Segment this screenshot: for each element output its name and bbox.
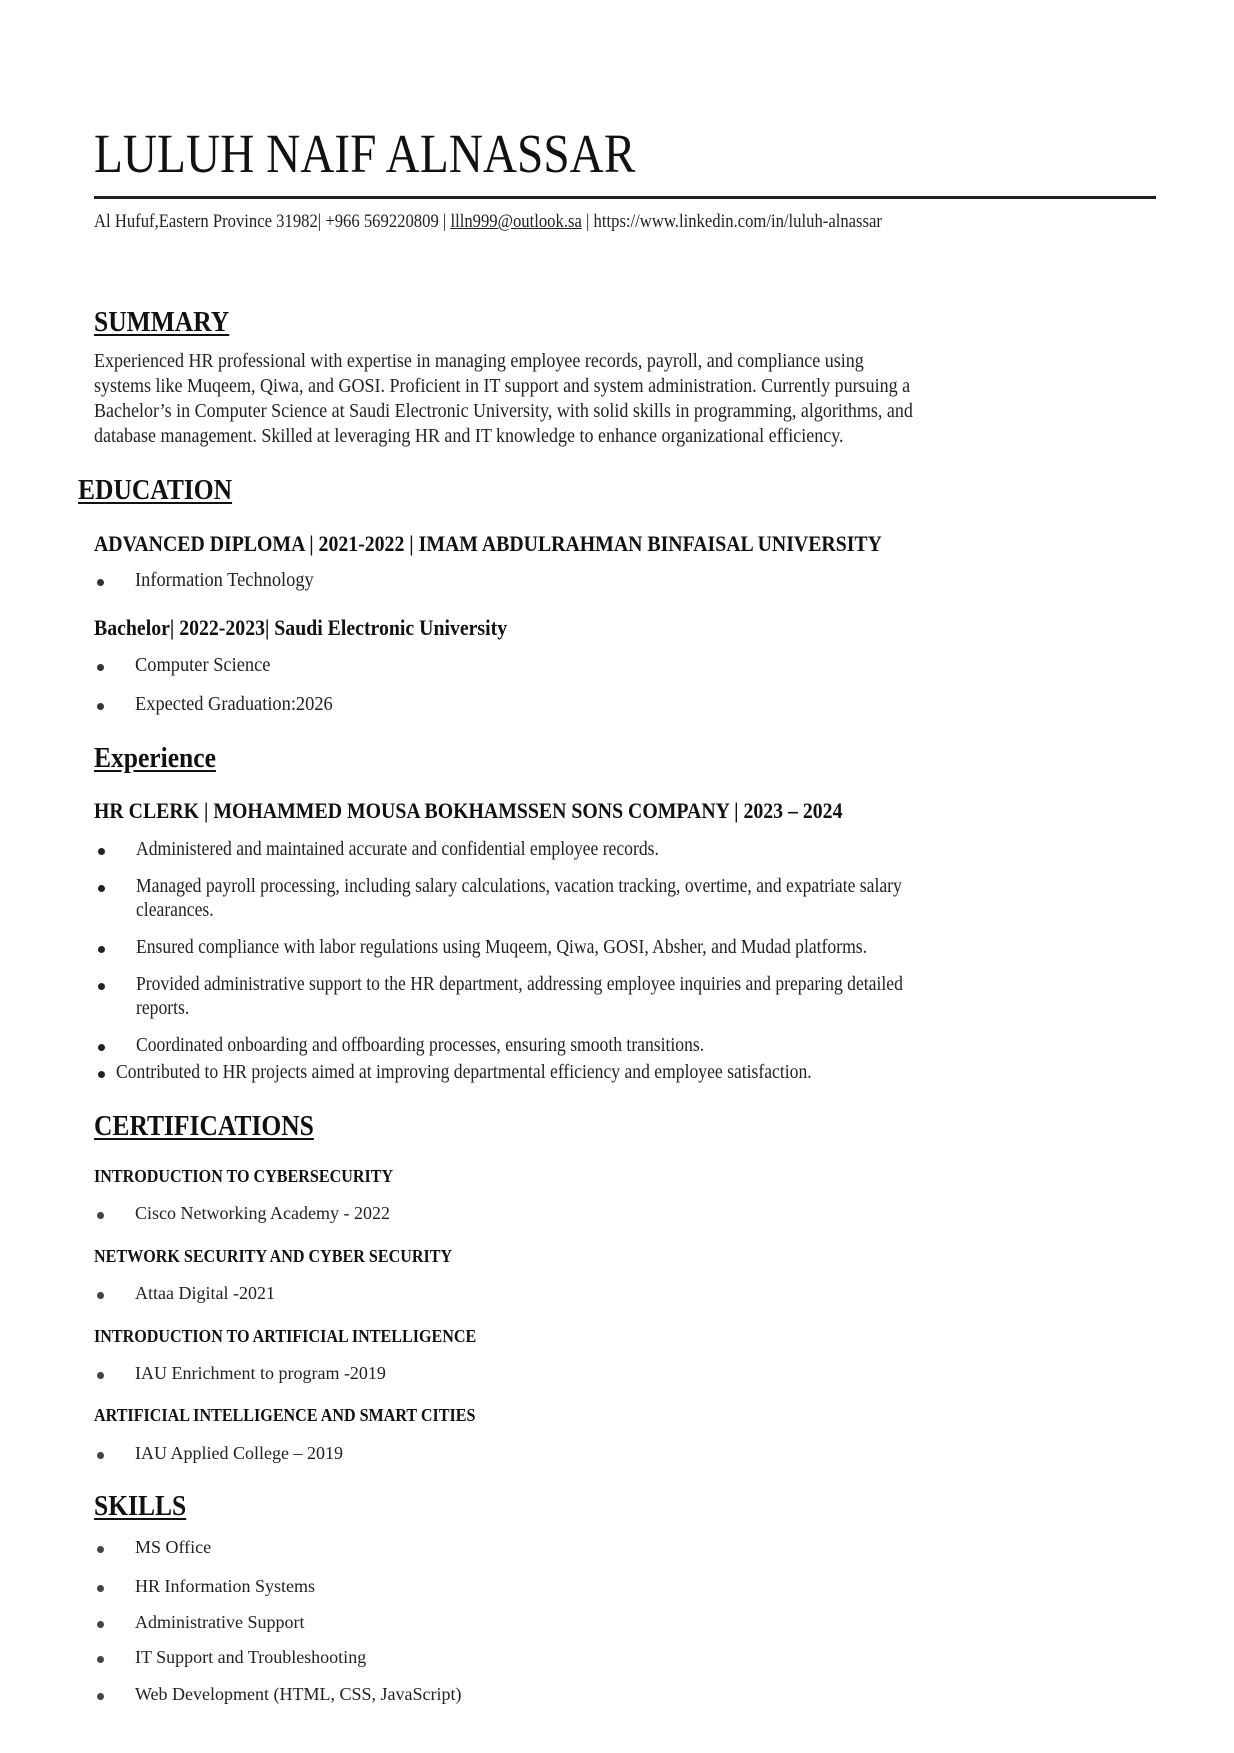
bullet-icon <box>98 1044 105 1051</box>
job-title: HR CLERK | MOHAMMED MOUSA BOKHAMSSEN SONS COMPANY | 2023 – 2024 <box>94 798 843 823</box>
bullet-icon <box>97 1292 104 1299</box>
header-divider <box>94 196 1156 199</box>
summary-line: database management. Skilled at leveraging HR and IT knowledge to enhance organizational efficiency. <box>94 425 844 447</box>
education-entry-title: Bachelor| 2022-2023| Saudi Electronic University <box>94 615 508 640</box>
bullet-icon <box>98 1071 105 1078</box>
bullet-icon <box>97 1372 104 1379</box>
bullet-icon <box>98 885 105 892</box>
education-entry-title: ADVANCED DIPLOMA | 2021-2022 | IMAM ABDULRAHMAN BINFAISAL UNIVERSITY <box>94 531 882 556</box>
bullet-icon <box>98 946 105 953</box>
bullet-icon <box>97 1452 104 1459</box>
bullet-icon <box>97 1546 104 1553</box>
education-heading: EDUCATION <box>78 474 233 506</box>
contact-phone: +966 569220809 <box>325 212 439 232</box>
bullet-icon <box>97 664 104 671</box>
summary-line: systems like Muqeem, Qiwa, and GOSI. Proficient in IT support and system administration. Currently pursuing a <box>94 375 911 397</box>
contact-separator: | <box>581 212 594 232</box>
certification-title: INTRODUCTION TO CYBERSECURITY <box>94 1166 394 1186</box>
bullet-icon <box>97 1693 104 1700</box>
certification-title: ARTIFICIAL INTELLIGENCE AND SMART CITIES <box>94 1405 476 1425</box>
experience-heading: Experience <box>94 742 216 774</box>
bullet-icon <box>97 1212 104 1219</box>
bullet-icon <box>97 1656 104 1663</box>
bullet-icon <box>97 579 104 586</box>
bullet-icon <box>97 1621 104 1628</box>
resume-page: LULUH NAIF ALNASSAR Al Hufuf,Eastern Province 31982| +966 569220809 | llln999@outlook.sa | https://www.linkedin.com/in/luluh-alnassar SUMMARY Experienced HR professional with expertise in managing employee records, payroll, and compliance using systems like Muqeem, Qiwa, and GOSI. Proficient in IT support and system administration. Currently pursuing a Bachelor’s in Computer Science at Saudi Electronic University, with solid skills in programming, algorithms, and database management. Skilled at leveraging HR and IT knowledge to enhance organizational efficiency. EDUCATION ADVANCED DIPLOMA | 2021-2022 | IMAM ABDULRAHMAN BINFAISAL UNIVERSITY Information Technology Bachelor| 2022-2023| Saudi Electronic University Computer Science Expected Graduation:2026 Experience HR CLERK | MOHAMMED MOUSA BOKHAMSSEN SONS COMPANY | 2023 – 2024 Administered and maintained accurate and confidential employee records. Managed payroll processing, including salary calculations, vacation tracking, overtime, and expatriate salary clearances. Ensured compliance with labor regulations using Muqeem, Qiwa, GOSI, Absher, and Mudad platforms. Provided administrative support to the HR department, addressing employee inquiries and preparing detailed reports. Coordinated onboarding and offboarding processes, ensuring smooth transitions. Contributed to HR projects aimed at improving departmental efficiency and employee satisfaction. CERTIFICATIONS INTRODUCTION TO CYBERSECURITY Cisco Networking Academy - 2022 NETWORK SECURITY AND CYBER SECURITY Attaa Digital -2021 INTRODUCTION TO ARTIFICIAL INTELLIGENCE IAU Enrichment to program -2019 ARTIFICIAL INTELLIGENCE AND SMART CITIES IAU Applied College – 2019 SKILLS MS Office HR Information Systems Administrative Support IT Support and Troubleshooting Web Development (HTML, CSS, JavaScript) <box>0 0 1234 1753</box>
bullet-icon <box>97 1585 104 1592</box>
contact-separator: | <box>438 212 451 232</box>
bullet-icon <box>97 703 104 710</box>
contact-address: Al Hufuf,Eastern Province 31982 <box>94 212 318 232</box>
contact-email-link[interactable]: llln999@outlook.sa <box>450 212 582 232</box>
contact-separator: | <box>317 212 326 232</box>
bullet-icon <box>98 848 105 855</box>
certification-title: NETWORK SECURITY AND CYBER SECURITY <box>94 1246 453 1266</box>
contact-linkedin-link[interactable]: https://www.linkedin.com/in/luluh-alnassar <box>593 212 882 232</box>
skills-heading: SKILLS <box>94 1490 187 1522</box>
certifications-heading: CERTIFICATIONS <box>94 1110 314 1142</box>
certification-title: INTRODUCTION TO ARTIFICIAL INTELLIGENCE <box>94 1326 477 1346</box>
summary-line: Experienced HR professional with expertise in managing employee records, payroll, and compliance using <box>94 350 864 372</box>
contact-line <box>94 212 882 233</box>
bullet-icon <box>98 983 105 990</box>
candidate-name: LULUH NAIF ALNASSAR <box>94 123 636 184</box>
summary-line: Bachelor’s in Computer Science at Saudi Electronic University, with solid skills in programming, algorithms, and <box>94 400 913 422</box>
summary-heading: SUMMARY <box>94 306 230 338</box>
